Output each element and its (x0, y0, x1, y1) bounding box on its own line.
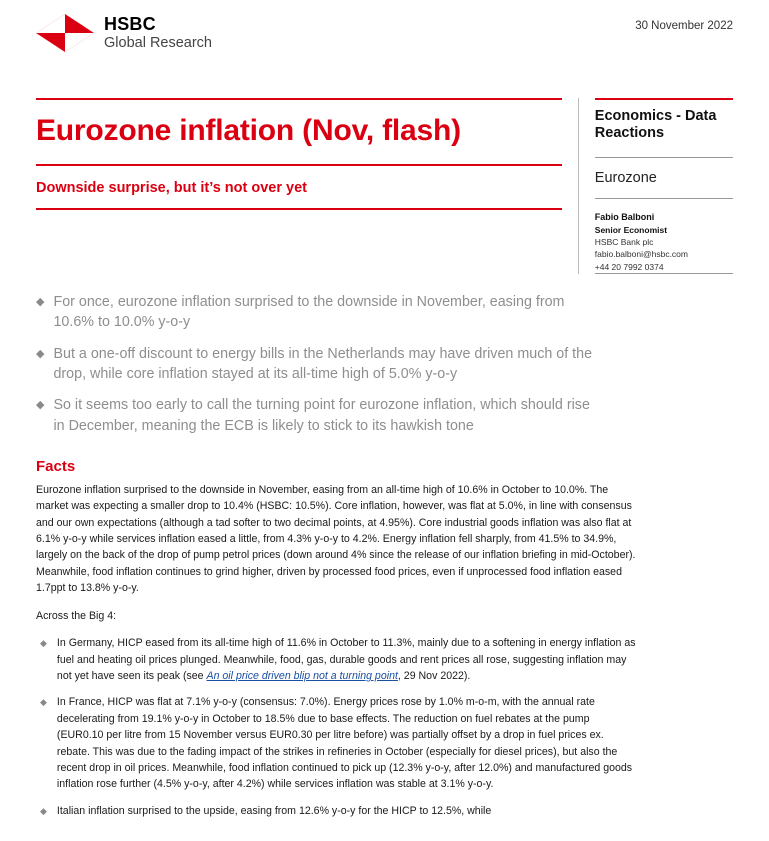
country-note-germany (57, 635, 636, 684)
country-note-france: In France, HICP was flat at 7.1% y-o-y (consensus: 7.0%). Energy prices rose by 1.0% m-o-m, with the annual rate decelerating from 19.1% y-o-y in October to 18.5% due to base effects. The reduction on fuel rebates at the pump (EUR0.10 per litre from 15 November versus EUR0.30 per litre before) was partially offset by a drop in fuel prices ex. rebate. This was due to the fading impact of the strikes in refineries in October (especially for diesel prices), but also the recent drop in oil prices. Meanwhile, food inflation continued to pick up (12.3% y-o-y, after 12.0%) and manufactured goods inflation rose further (4.5% y-o-y, after 4.2%) while services inflation was stable at 3.1% y-o-y. (56, 696, 633, 791)
sector-label: Economics - Data Reactions (594, 108, 717, 142)
summary-bullet-text: But a one-off discount to energy bills in the Netherlands may have driven much of the drop, while core inflation stayed at its all-time high of 5.0% y-o-y (53, 345, 593, 382)
summary-bullet-text: So it seems too early to call the turning point for eurozone inflation, which should rise in December, meaning the ECB is likely to stick to its hawkish tone (53, 397, 590, 434)
brand-name: HSBC (104, 14, 156, 34)
document-date: 30 November 2022 (635, 20, 733, 32)
title-mid-rule (36, 164, 562, 166)
facts-section (36, 458, 636, 820)
summary-bullet-text: For once, eurozone inflation surprised to the downside in November, easing from 10.6% to 10.0% y-o-y (53, 294, 565, 331)
across-big4-label: Across the Big 4: (36, 609, 117, 622)
title-right-column (578, 98, 733, 274)
region-label: Eurozone (594, 169, 657, 186)
brand-subtitle: Global Research (104, 34, 212, 51)
page-title: Eurozone inflation (Nov, flash) (36, 114, 461, 147)
diamond-bullet-icon: ◆ (40, 638, 47, 649)
sector-top-rule (595, 98, 733, 100)
list-item (36, 803, 636, 820)
brand-block (36, 14, 212, 52)
list-item (36, 694, 636, 792)
analyst-phone: +44 20 7992 0374 (594, 261, 664, 272)
analyst-divider (595, 273, 733, 274)
analyst-email[interactable]: fabio.balboni@hsbc.com (594, 249, 688, 260)
document-header (36, 0, 733, 76)
country-note-italy: Italian inflation surprised to the upside, easing from 12.6% y-o-y for the HICP to 12.5%, while (56, 804, 492, 817)
diamond-bullet-icon: ◆ (36, 296, 45, 309)
analyst-block (595, 211, 733, 273)
hsbc-logo-icon (36, 14, 94, 52)
country-note-text-tail: , 29 Nov 2022). (397, 669, 471, 682)
diamond-bullet-icon: ◆ (40, 697, 47, 708)
title-zone (36, 98, 733, 274)
list-item (36, 344, 596, 385)
analyst-title: Senior Economist (594, 224, 668, 235)
diamond-bullet-icon: ◆ (36, 347, 45, 360)
summary-bullet-list (36, 292, 596, 436)
diamond-bullet-icon: ◆ (36, 399, 45, 412)
facts-paragraph: Eurozone inflation surprised to the downside in November, easing from an all-time high of 10.6% in October to 10.0%. The market was expecting a smaller drop to 10.4% (HSBC: 10.5%). Core inflation, however, was flat at 5.0%, in line with consensus and our own expectations (although a tad softer to two decimal points, at 4.95%). Core industrial goods inflation was also flat at 6.1% y-o-y while services inflation eased a little, from 4.3% y-o-y to 4.2%. Energy inflation fell sharply, from 41.5% to 34.9%, largely on the back of the drop of pump petrol prices (down around 4% since the release of our inflation briefing in mid-October). Meanwhile, food inflation continues to grind higher, driven by processed food prices, even if unprocessed food inflation eased 1.7ppt to 13.8% y-o-y. (36, 483, 636, 595)
report-link[interactable]: An oil price driven blip not a turning point (206, 669, 398, 682)
list-item (36, 395, 596, 436)
facts-heading: Facts (36, 457, 76, 475)
title-left-column (36, 98, 578, 274)
list-item (36, 635, 636, 684)
list-item (36, 292, 596, 333)
diamond-bullet-icon: ◆ (40, 805, 47, 816)
region-divider (595, 198, 733, 199)
country-note-text: In Germany, HICP eased from its all-time high of 11.6% in October to 11.3%, mainly due to a softening in energy inflation as fuel and heating oil prices plunged. Meanwhile, food, gas, durable goods and rent prices all rose, suggesting inflation may not yet have seen its peak (see (56, 637, 636, 682)
brand-text (104, 14, 212, 51)
title-top-rule (36, 98, 562, 100)
sector-divider (595, 157, 733, 158)
title-bottom-rule (36, 208, 562, 210)
analyst-company: HSBC Bank plc (594, 237, 654, 248)
page-subtitle: Downside surprise, but it’s not over yet (36, 179, 307, 196)
analyst-name: Fabio Balboni (594, 211, 655, 222)
